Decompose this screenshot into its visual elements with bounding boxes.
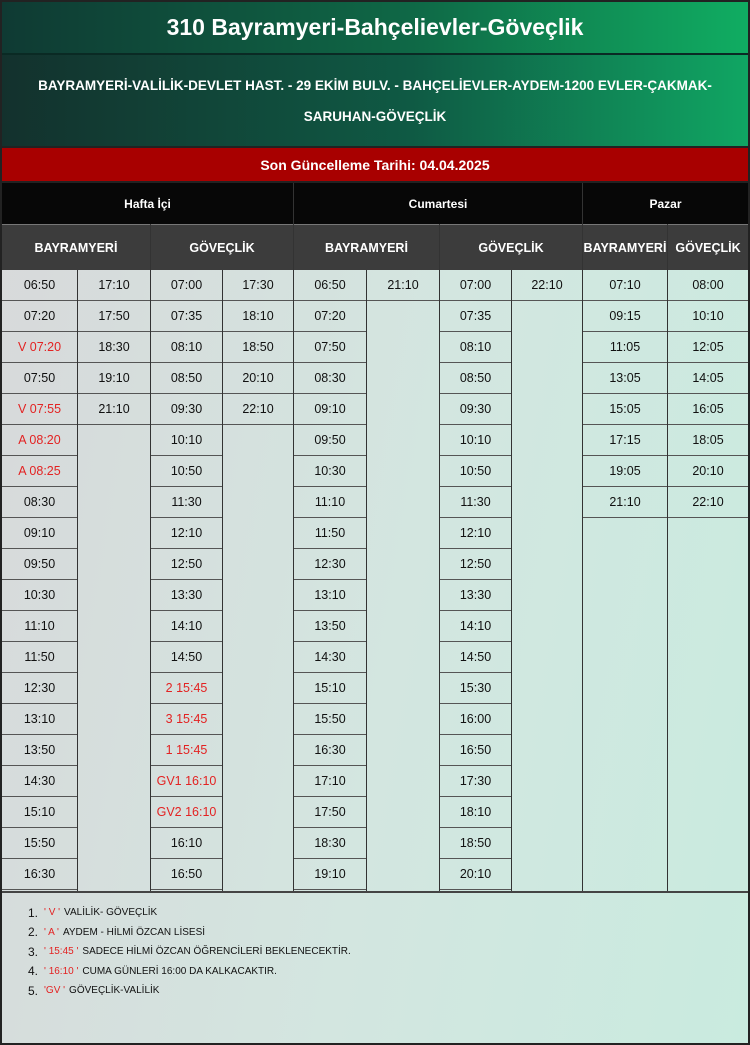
time-cell: 14:05: [668, 363, 748, 394]
time-cell: 15:30: [440, 673, 511, 704]
column-divider: [511, 270, 512, 891]
time-column: [512, 270, 582, 301]
column-divider: [366, 270, 367, 891]
direction-header-sunday-bayramyeri: BAYRAMYERİ: [583, 224, 667, 270]
time-cell: 09:50: [2, 549, 77, 580]
note-item: 2. ' A ' AYDEM - HİLMİ ÖZCAN LİSESİ: [28, 925, 206, 940]
day-header-weekday: Hafta İçi: [2, 183, 293, 224]
note-item: 5. 'GV ' GÖVEÇLİK-VALİLİK: [28, 983, 160, 998]
time-cell: 12:30: [2, 673, 77, 704]
column-divider: [77, 270, 78, 891]
time-cell: 12:10: [151, 518, 222, 549]
time-cell: 12:30: [294, 549, 366, 580]
time-cell: 17:50: [294, 797, 366, 828]
time-column: [583, 270, 667, 518]
time-cell: 11:50: [294, 518, 366, 549]
time-cell: 22:10: [223, 394, 293, 425]
time-cell: 09:10: [2, 518, 77, 549]
time-cell: 07:35: [440, 301, 511, 332]
column-divider: [150, 224, 151, 891]
time-column: [668, 270, 748, 518]
time-cell: 08:50: [440, 363, 511, 394]
time-cell: A 08:20: [2, 425, 77, 456]
time-column: [440, 270, 511, 890]
time-cell: 18:50: [440, 828, 511, 859]
day-header-saturday: Cumartesi: [294, 183, 582, 224]
time-cell: 16:10: [151, 828, 222, 859]
update-date: Son Güncelleme Tarihi: 04.04.2025: [2, 146, 748, 183]
direction-header-sunday-govecl: GÖVEÇLİK: [668, 224, 748, 270]
time-cell: A 08:25: [2, 456, 77, 487]
time-cell: 08:50: [151, 363, 222, 394]
time-cell: 12:50: [440, 549, 511, 580]
time-cell: 14:30: [2, 766, 77, 797]
column-divider: [582, 183, 583, 891]
time-column: [78, 270, 150, 425]
route-description: BAYRAMYERİ-VALİLİK-DEVLET HAST. - 29 EKİM BULV. - BAHÇELİEVLER-AYDEM-1200 EVLER-ÇAKMAK-SARUHAN-GÖVEÇLİK: [2, 55, 748, 146]
time-cell: 20:10: [668, 456, 748, 487]
time-cell: 10:50: [440, 456, 511, 487]
time-cell: 10:50: [151, 456, 222, 487]
time-cell: 07:20: [294, 301, 366, 332]
time-cell: 20:10: [223, 363, 293, 394]
page-title: 310 Bayramyeri-Bahçelievler-Göveçlik: [2, 2, 748, 55]
time-cell: 14:50: [151, 642, 222, 673]
time-cell: 09:10: [294, 394, 366, 425]
time-cell: 21:10: [78, 394, 150, 425]
time-cell: 08:10: [440, 332, 511, 363]
time-cell: V 07:55: [2, 394, 77, 425]
time-cell: 10:30: [294, 456, 366, 487]
time-cell: 17:50: [78, 301, 150, 332]
time-cell: 2 15:45: [151, 673, 222, 704]
time-cell: 07:50: [2, 363, 77, 394]
time-cell: 13:50: [294, 611, 366, 642]
time-cell: 17:10: [294, 766, 366, 797]
direction-header-weekday-govecl: GÖVEÇLİK: [151, 224, 293, 270]
time-cell: 09:15: [583, 301, 667, 332]
time-cell: 09:30: [151, 394, 222, 425]
time-cell: 16:05: [668, 394, 748, 425]
time-cell: 07:00: [151, 270, 222, 301]
time-cell: 10:30: [2, 580, 77, 611]
time-cell: 18:30: [294, 828, 366, 859]
time-cell: 21:10: [367, 270, 439, 301]
time-cell: 16:50: [440, 735, 511, 766]
time-cell: 20:10: [440, 859, 511, 890]
direction-header-saturday-bayramyeri: BAYRAMYERİ: [294, 224, 439, 270]
time-cell: 19:05: [583, 456, 667, 487]
time-cell: 09:30: [440, 394, 511, 425]
time-cell: 16:00: [440, 704, 511, 735]
time-cell: 19:10: [78, 363, 150, 394]
time-cell: 13:10: [2, 704, 77, 735]
time-cell: 07:50: [294, 332, 366, 363]
time-cell: 11:30: [151, 487, 222, 518]
time-column: [367, 270, 439, 301]
time-cell: 18:50: [223, 332, 293, 363]
column-divider: [667, 224, 668, 891]
time-cell: 17:30: [440, 766, 511, 797]
time-cell: 10:10: [151, 425, 222, 456]
time-cell: 14:30: [294, 642, 366, 673]
time-cell: GV2 16:10: [151, 797, 222, 828]
time-cell: 11:30: [440, 487, 511, 518]
time-cell: 17:15: [583, 425, 667, 456]
time-cell: 16:30: [2, 859, 77, 890]
time-column: [151, 270, 222, 890]
time-cell: 13:05: [583, 363, 667, 394]
time-column: [294, 270, 366, 890]
note-item: 1. ' V ' VALİLİK- GÖVEÇLİK: [28, 905, 158, 920]
time-cell: 1 15:45: [151, 735, 222, 766]
time-cell: V 07:20: [2, 332, 77, 363]
time-cell: 14:10: [151, 611, 222, 642]
notes-list: [2, 891, 748, 1043]
time-cell: 16:50: [151, 859, 222, 890]
day-header-sunday: Pazar: [583, 183, 748, 224]
time-cell: 22:10: [512, 270, 582, 301]
time-cell: 21:10: [583, 487, 667, 518]
time-cell: 10:10: [668, 301, 748, 332]
time-cell: 15:05: [583, 394, 667, 425]
time-cell: 07:20: [2, 301, 77, 332]
time-cell: 12:05: [668, 332, 748, 363]
time-cell: 12:10: [440, 518, 511, 549]
time-cell: 08:30: [2, 487, 77, 518]
time-cell: 11:10: [294, 487, 366, 518]
time-cell: 07:35: [151, 301, 222, 332]
time-cell: 18:10: [223, 301, 293, 332]
time-cell: 08:30: [294, 363, 366, 394]
time-cell: 13:10: [294, 580, 366, 611]
note-item: 4. ' 16:10 ' CUMA GÜNLERİ 16:00 DA KALKACAKTIR.: [28, 964, 277, 979]
time-cell: 15:50: [294, 704, 366, 735]
time-column: [2, 270, 77, 890]
column-divider: [293, 183, 294, 891]
time-cell: 13:50: [2, 735, 77, 766]
time-cell: 18:10: [440, 797, 511, 828]
time-cell: 12:50: [151, 549, 222, 580]
time-cell: 15:50: [2, 828, 77, 859]
time-cell: 09:50: [294, 425, 366, 456]
time-cell: 07:00: [440, 270, 511, 301]
column-divider: [439, 224, 440, 891]
time-cell: 10:10: [440, 425, 511, 456]
time-cell: 15:10: [2, 797, 77, 828]
time-cell: 06:50: [294, 270, 366, 301]
time-cell: 11:05: [583, 332, 667, 363]
time-cell: 3 15:45: [151, 704, 222, 735]
time-cell: 17:30: [223, 270, 293, 301]
time-cell: 18:30: [78, 332, 150, 363]
column-divider: [222, 270, 223, 891]
time-cell: 14:10: [440, 611, 511, 642]
time-cell: 07:10: [583, 270, 667, 301]
direction-header-saturday-govecl: GÖVEÇLİK: [440, 224, 582, 270]
time-cell: 17:10: [78, 270, 150, 301]
time-cell: 18:05: [668, 425, 748, 456]
direction-header-weekday-bayramyeri: BAYRAMYERİ: [2, 224, 150, 270]
time-cell: 14:50: [440, 642, 511, 673]
time-cell: GV1 16:10: [151, 766, 222, 797]
time-cell: 08:10: [151, 332, 222, 363]
note-item: 3. ' 15:45 ' SADECE HİLMİ ÖZCAN ÖĞRENCİLERİ BEKLENECEKTİR.: [28, 944, 351, 959]
time-cell: 19:10: [294, 859, 366, 890]
time-cell: 06:50: [2, 270, 77, 301]
time-cell: 22:10: [668, 487, 748, 518]
time-cell: 16:30: [294, 735, 366, 766]
time-cell: 11:50: [2, 642, 77, 673]
time-cell: 13:30: [440, 580, 511, 611]
time-cell: 15:10: [294, 673, 366, 704]
time-cell: 08:00: [668, 270, 748, 301]
time-cell: 13:30: [151, 580, 222, 611]
time-column: [223, 270, 293, 425]
time-cell: 11:10: [2, 611, 77, 642]
